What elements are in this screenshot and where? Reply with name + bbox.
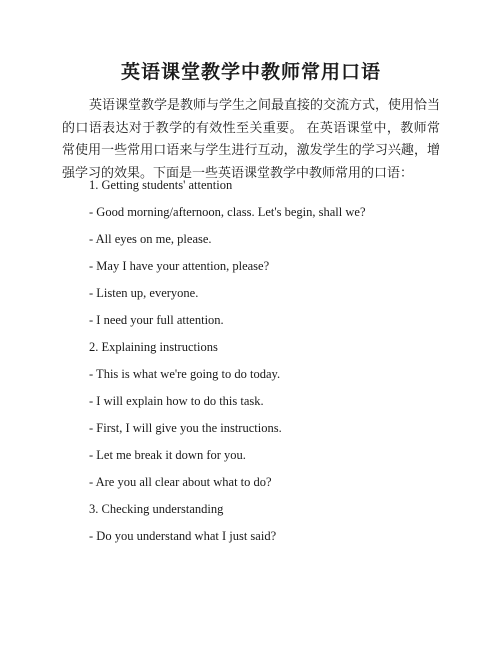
phrase-line: - Are you all clear about what to do?: [89, 475, 272, 489]
phrase-line: - This is what we're going to do today.: [89, 367, 281, 381]
phrase-line: - I need your full attention.: [89, 313, 224, 327]
phrase-line: - Listen up, everyone.: [89, 286, 199, 300]
phrase-line: - Let me break it down for you.: [89, 448, 246, 462]
document-title: 英语课堂教学中教师常用口语: [120, 62, 381, 83]
phrase-list: [89, 177, 366, 555]
phrase-line: - First, I will give you the instructions.: [89, 421, 282, 435]
phrase-line: - Do you understand what I just said?: [89, 529, 277, 543]
phrase-line: - I will explain how to do this task.: [89, 394, 264, 408]
phrase-line: - All eyes on me, please.: [89, 232, 212, 246]
phrase-line: - Good morning/afternoon, class. Let's begin, shall we?: [89, 205, 366, 219]
intro-paragraph: 英语课堂教学是教师与学生之间最直接的交流方式，使用恰当的口语表达对于教学的有效性至关重要。 在英语课堂中，教师常常使用一些常用口语来与学生进行互动，激发学生的学习兴趣，增强学习的效果。下面是一些英语课堂教学中教师常用的口语：: [62, 97, 441, 180]
section-heading-getting-attention: 1. Getting students' attention: [89, 178, 233, 192]
section-heading-explaining-instructions: 2. Explaining instructions: [89, 340, 218, 354]
section-heading-checking-understanding: 3. Checking understanding: [89, 502, 224, 516]
phrase-line: - May I have your attention, please?: [89, 259, 270, 273]
